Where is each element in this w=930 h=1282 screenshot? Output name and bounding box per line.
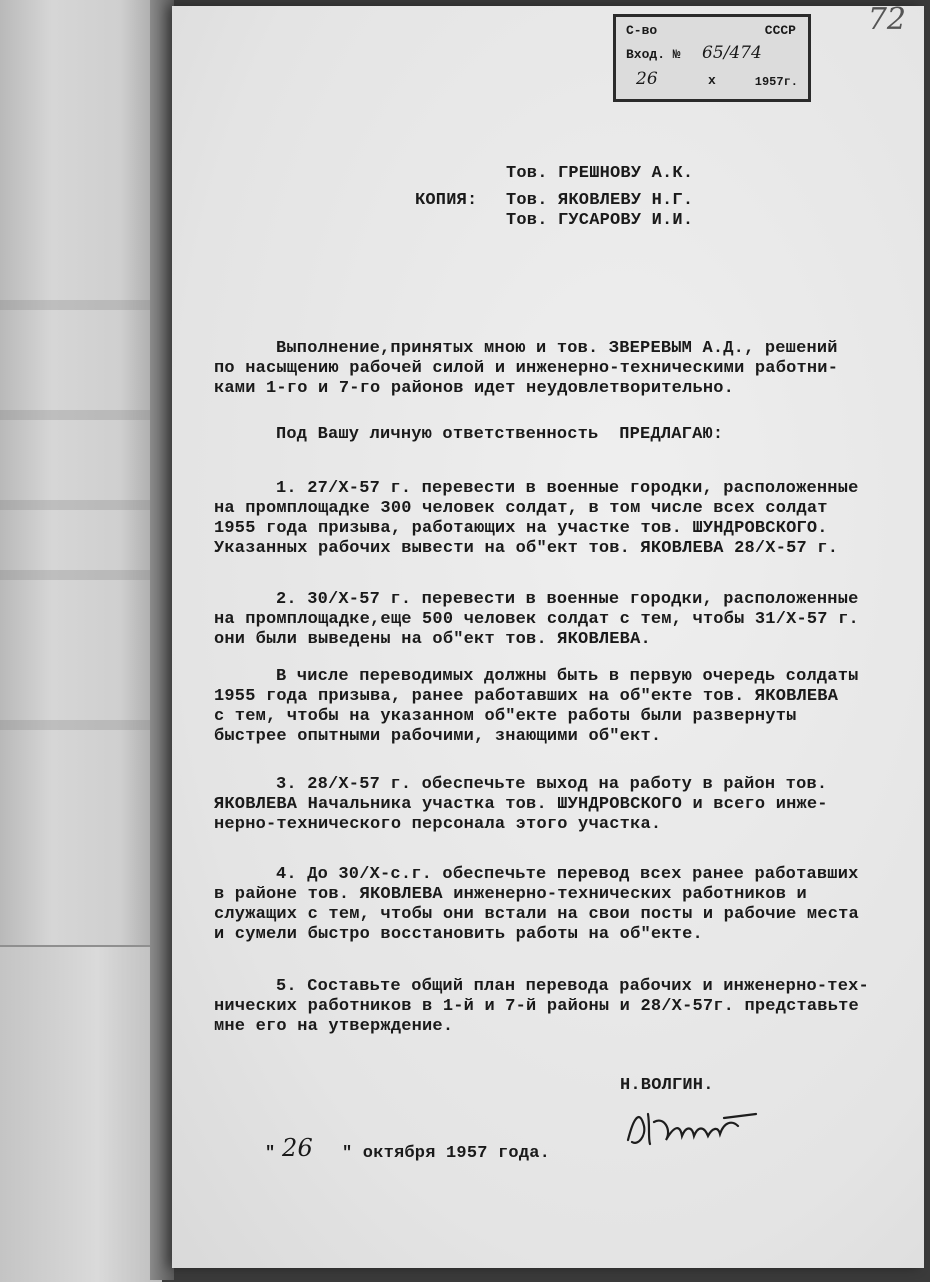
addressee-main: Тов. ГРЕШНОВУ А.К.: [506, 164, 694, 183]
item-5-line: нических работников в 1-й и 7-й районы и 28/Х-57г. представьте: [214, 997, 859, 1016]
bleed-through-text: [0, 720, 150, 730]
stamp-year: 1957г.: [754, 75, 798, 89]
item-5-line: 5. Составьте общий план перевода рабочих и инженерно-тех-: [276, 977, 869, 996]
item-1-line: 1955 года призыва, работающих на участке тов. ШУНДРОВСКОГО.: [214, 519, 828, 538]
item-1-line: 1. 27/Х-57 г. перевести в военные городки, расположенные: [276, 479, 859, 498]
stamp-day: 26: [636, 69, 658, 89]
document-page: [172, 2, 924, 1268]
addressee-copy-2: Тов. ГУСАРОВУ И.И.: [506, 211, 694, 230]
item-1-line: на промплощадке 300 человек солдат, в том числе всех солдат: [214, 499, 828, 518]
item-4-line: 4. До 30/Х-с.г. обеспечьте перевод всех ранее работавших: [276, 865, 859, 884]
registration-stamp: [613, 14, 811, 102]
intro-line: Выполнение,принятых мною и тов. ЗВЕРЕВЫМ А.Д., решений: [276, 339, 838, 358]
proposal-line: Под Вашу личную ответственность ПРЕДЛАГАЮ:: [276, 425, 724, 444]
page-edge-shadow: [150, 0, 174, 1280]
bleed-through-text: [0, 500, 150, 510]
page-number: 72: [867, 2, 906, 37]
item-4-line: в районе тов. ЯКОВЛЕВА инженерно-технических работников и: [214, 885, 807, 904]
item-4-line: и сумели быстро восстановить работы на об"екте.: [214, 925, 703, 944]
item-2-extra-line: с тем, чтобы на указанном об"екте работы были развернуты: [214, 707, 797, 726]
item-3-line: нерно-технического персонала этого участка.: [214, 815, 662, 834]
handwritten-signature: [620, 1096, 770, 1156]
item-2-line: они были выведены на об"ект тов. ЯКОВЛЕВА.: [214, 630, 651, 649]
item-1-line: Указанных рабочих вывести на об"ект тов. ЯКОВЛЕВА 28/Х-57 г.: [214, 539, 839, 558]
date-day: 26: [282, 1134, 313, 1162]
item-2-extra-line: В числе переводимых должны быть в первую очередь солдаты: [276, 667, 859, 686]
copy-label: КОПИЯ:: [415, 191, 478, 210]
bleed-through-text: [0, 570, 150, 580]
item-2-line: 2. 30/Х-57 г. перевести в военные городки, расположенные: [276, 590, 859, 609]
intro-line: по насыщению рабочей силой и инженерно-техническими работни-: [214, 359, 839, 378]
item-5-line: мне его на утверждение.: [214, 1017, 454, 1036]
stamp-month: x: [708, 73, 716, 88]
bleed-through-text: [0, 300, 150, 310]
stamp-country: СССР: [764, 23, 796, 38]
item-2-extra-line: быстрее опытными рабочими, знающими об"ект.: [214, 727, 662, 746]
item-2-extra-line: 1955 года призыва, ранее работавших на об"екте тов. ЯКОВЛЕВА: [214, 687, 839, 706]
item-4-line: служащих с тем, чтобы они встали на свои посты и рабочие места: [214, 905, 859, 924]
date-rest: " октября 1957 года.: [342, 1144, 551, 1163]
item-3-line: ЯКОВЛЕВА Начальника участка тов. ШУНДРОВСКОГО и всего инже-: [214, 795, 828, 814]
underlying-page: [0, 945, 162, 1282]
stamp-incoming-number: 65/474: [702, 43, 762, 63]
bleed-through-text: [0, 410, 150, 420]
signatory-name: Н.ВОЛГИН.: [620, 1076, 714, 1095]
intro-line: ками 1-го и 7-го районов идет неудовлетворительно.: [214, 379, 735, 398]
date-open-quote: ": [265, 1144, 276, 1163]
binding-strip: [0, 0, 172, 1280]
stamp-org: С-во: [626, 23, 658, 38]
item-2-line: на промплощадке,еще 500 человек солдат с тем, чтобы 31/Х-57 г.: [214, 610, 859, 629]
item-3-line: 3. 28/Х-57 г. обеспечьте выход на работу в район тов.: [276, 775, 828, 794]
stamp-incoming-label: Вход. №: [626, 47, 681, 62]
addressee-copy-1: Тов. ЯКОВЛЕВУ Н.Г.: [506, 191, 694, 210]
